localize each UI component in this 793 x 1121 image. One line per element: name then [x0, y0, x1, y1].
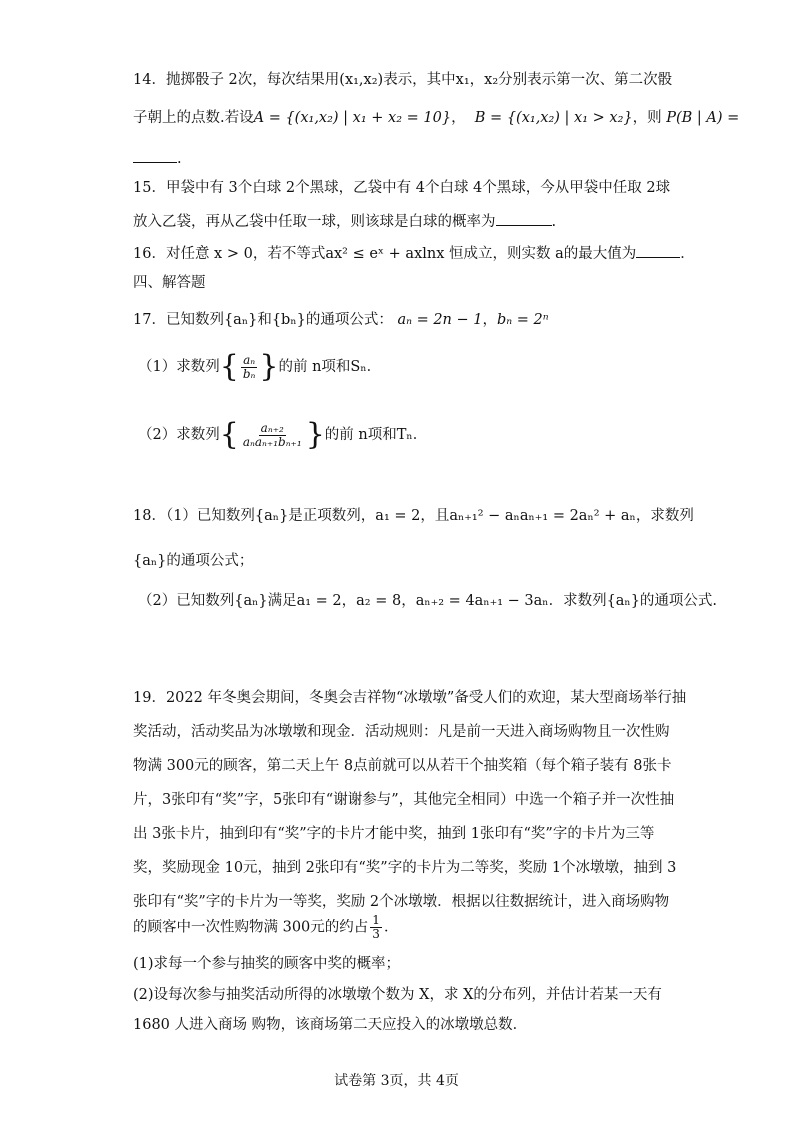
- q18-line1: 18．（1）已知数列{aₙ}是正项数列，a₁ = 2，且aₙ₊₁² − aₙaₙ₊₁ = 2aₙ² + aₙ，求数列: [133, 508, 694, 524]
- q17-stem-text: 17．已知数列{aₙ}和{bₙ}的通项公式：: [133, 312, 393, 328]
- q14-sep: ，: [451, 110, 466, 126]
- q19-line: 物满 300元的顾客，第二天上午 8点前就可以从若干个抽奖箱（每个箱子装有 8张卡: [133, 758, 672, 774]
- q17-part1-suffix: 的前 n项和Sₙ．: [278, 359, 382, 375]
- q19-line: 张印有“奖”字的卡片为一等奖，奖励 2个冰墩墩．根据以往数据统计，进入商场购物: [133, 894, 670, 910]
- left-brace: {: [219, 417, 239, 452]
- fraction-numerator: 1: [372, 913, 380, 927]
- q15-answer-blank[interactable]: [496, 211, 552, 226]
- q17-stem: [133, 310, 549, 330]
- q14-line2: [133, 108, 739, 128]
- q19-last-line: [133, 914, 398, 941]
- q15-line2-text: 放入乙袋，再从乙袋中任取一球，则该球是白球的概率为: [133, 214, 496, 230]
- q19-line: 出 3张卡片，抽到印有“奖”字的卡片才能中奖，抽到 1张印有“奖”字的卡片为三等: [133, 826, 655, 842]
- q17-part2-fraction: [241, 422, 304, 449]
- q14-line1: 14．抛掷骰子 2次，每次结果用(x₁,x₂)表示，其中x₁，x₂分别表示第一次、第二次骰: [133, 72, 673, 88]
- left-brace: {: [219, 349, 239, 384]
- fraction-denominator: aₙaₙ₊₁bₙ₊₁: [242, 434, 302, 449]
- section-heading: 四、解答题: [133, 275, 206, 291]
- fraction-denominator: 3: [372, 927, 380, 941]
- q17-formula-b: bₙ = 2ⁿ: [496, 312, 549, 328]
- fraction-numerator: aₙ: [243, 352, 256, 367]
- q17-formula-sep: ，: [482, 312, 497, 328]
- q17-part2-prefix: （2）求数列: [138, 427, 220, 443]
- q19-sub2-line2: 1680 人进入商场 购物，该商场第二天应投入的冰墩墩总数．: [133, 1017, 528, 1033]
- right-brace: }: [305, 417, 325, 452]
- q19-line: 奖，奖励现金 10元，抽到 2张印有“奖”字的卡片为二等奖，奖励 1个冰墩墩，抽到 3: [133, 860, 677, 876]
- q17-part2: [138, 417, 428, 452]
- q14-line2-text: 子朝上的点数.若设: [133, 110, 254, 126]
- q16-answer-blank[interactable]: [636, 243, 680, 258]
- one-third-fraction: [370, 914, 382, 941]
- fraction-denominator: bₙ: [242, 366, 256, 381]
- q17-formula-a: aₙ = 2n − 1: [397, 312, 483, 328]
- q16-end: ．: [680, 246, 695, 262]
- q17-part1: [138, 349, 382, 384]
- q14-set-a: A = {(x₁,x₂) | x₁ + x₂ = 10}: [253, 110, 452, 126]
- q14-answer-line: .: [133, 148, 182, 169]
- q19-last-end: ．: [383, 919, 399, 936]
- q19-sub1: (1)求每一个参与抽奖的顾客中奖的概率；: [133, 956, 401, 972]
- right-brace: }: [259, 349, 279, 384]
- q17-part2-suffix: 的前 n项和Tₙ．: [324, 427, 428, 443]
- q19-sub2-line1: (2)设每次参与抽奖活动所得的冰墩墩个数为 X，求 X的分布列，并估计若某一天有: [133, 987, 662, 1003]
- q18-line3: （2）已知数列{aₙ}满足a₁ = 2，a₂ = 8，aₙ₊₂ = 4aₙ₊₁ − 3aₙ．求数列{aₙ}的通项公式.: [138, 593, 718, 609]
- page-footer: 试卷第 3页，共 4页: [334, 1073, 459, 1089]
- q15-line2: 放入乙袋，再从乙袋中任取一球，则该球是白球的概率为 .: [133, 211, 556, 232]
- q17-part1-fraction: [241, 354, 258, 381]
- q19-last-text: 的顾客中一次性购物满 300元的约占: [133, 919, 369, 936]
- q16-line: [133, 243, 695, 264]
- q19-line: 片，3张印有“奖”字，5张印有“谢谢参与”，其他完全相同）中选一个箱子并一次性抽: [133, 792, 675, 808]
- q14-prob: P(B | A) =: [666, 110, 740, 126]
- q17-part1-prefix: （1）求数列: [138, 359, 220, 375]
- q14-set-b: B = {(x₁,x₂) | x₁ > x₂}: [474, 110, 633, 126]
- q15-line1: 15．甲袋中有 3个白球 2个黑球，乙袋中有 4个白球 4个黑球，今从甲袋中任取 2球: [133, 180, 671, 196]
- q14-then: ，则: [632, 110, 662, 126]
- fraction-numerator: aₙ₊₂: [260, 420, 284, 435]
- q14-answer-blank[interactable]: [133, 148, 177, 163]
- q19-line: 奖活动，活动奖品为冰墩墩和现金．活动规则：凡是前一天进入商场购物且一次性购: [133, 724, 670, 740]
- q19-line: 19．2022 年冬奥会期间，冬奥会吉祥物“冰墩墩”备受人们的欢迎，某大型商场举行抽: [133, 690, 687, 706]
- q18-line2: {aₙ}的通项公式；: [133, 553, 254, 569]
- q16-text: 16．对任意 x > 0，若不等式ax² ≤ eˣ + axlnx 恒成立，则实数 a的最大值为: [133, 246, 637, 262]
